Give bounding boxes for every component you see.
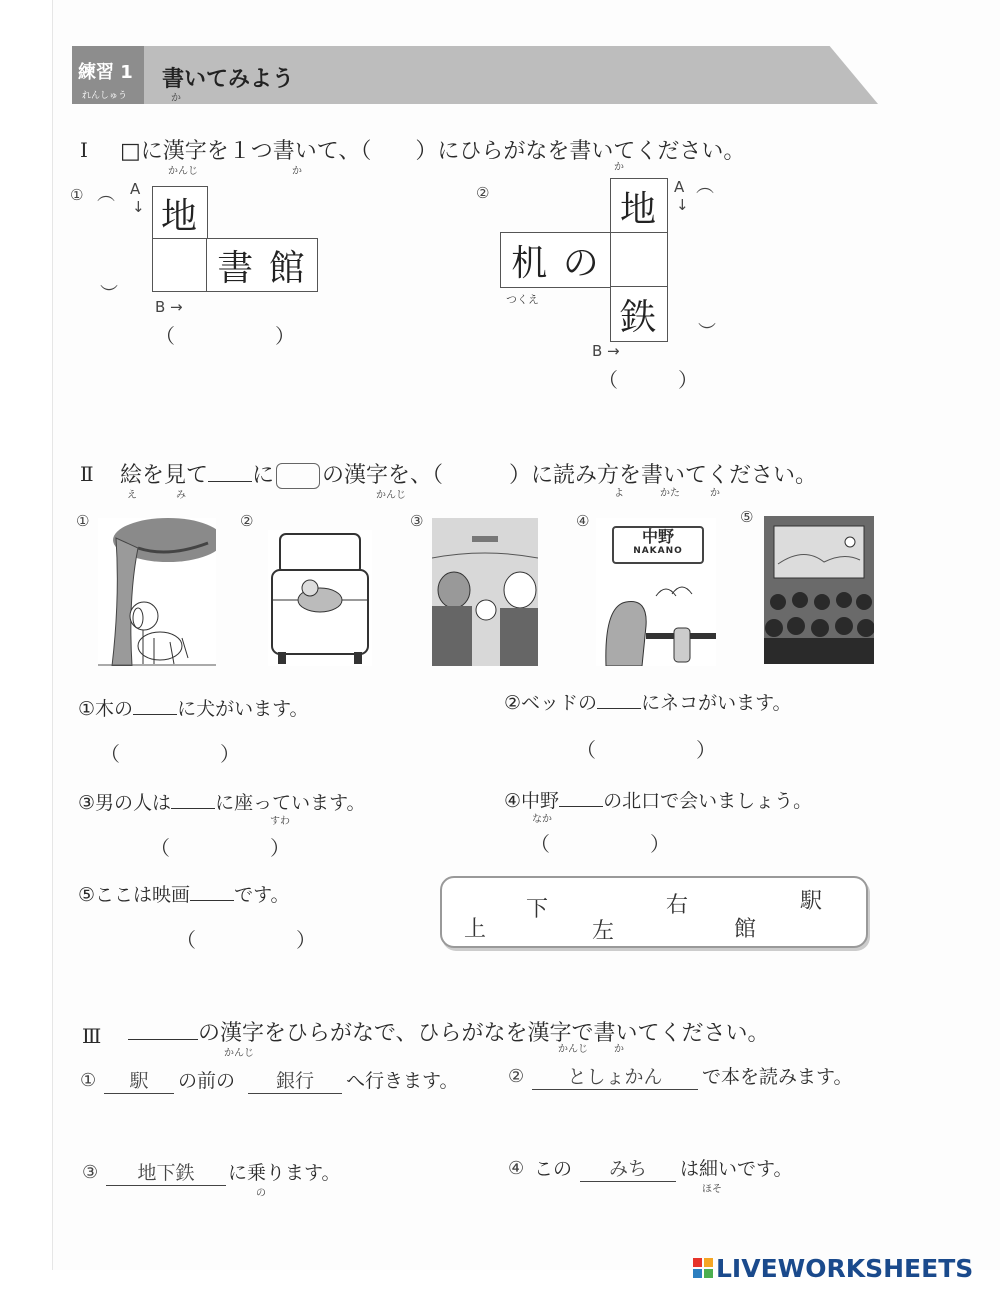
ruby-yo: よ	[614, 488, 624, 499]
puzzle-1-box-right: 書 館	[206, 238, 318, 292]
question-number: ③	[82, 1162, 99, 1183]
sentence-2-paren[interactable]: （ ）	[576, 738, 716, 762]
ruby-kata: かた	[660, 488, 680, 499]
answer-underline[interactable]: 地下鉄	[106, 1158, 226, 1186]
label-b: B →	[155, 298, 183, 316]
sentence-part: 木の	[95, 698, 134, 720]
sentence-blank[interactable]	[171, 790, 215, 809]
question-text: に乗ります。	[228, 1162, 341, 1184]
sentence-2	[504, 688, 792, 715]
ruby-kanji: かんじ	[558, 1044, 588, 1055]
sentence-1	[78, 694, 309, 721]
puzzle-2-answer-paren[interactable]: （ ）	[598, 368, 698, 392]
section-3-instruction	[128, 1016, 770, 1047]
puzzle-1-answer-paren[interactable]: （ ）	[155, 324, 295, 348]
section-3-number: Ⅲ	[82, 1024, 102, 1048]
word-bank-item: 下	[526, 897, 549, 922]
sentence-number: ①	[78, 698, 96, 720]
puzzle-2-box-top: 地	[610, 178, 668, 234]
question-text: で本を読みます。	[702, 1066, 853, 1088]
instruction-blank	[208, 463, 252, 482]
question-text: へ行きます。	[346, 1070, 459, 1092]
sentence-part: ベッドの	[521, 692, 598, 714]
picture-movie-theater	[764, 516, 874, 664]
section-1-number: Ⅰ	[80, 138, 88, 162]
picture-cat-on-bed	[268, 530, 372, 666]
station-sign-kanji: 中野	[641, 527, 674, 546]
sentence-4-paren[interactable]: （ ）	[530, 832, 670, 856]
ruby-mi: み	[176, 490, 186, 501]
sentence-blank[interactable]	[133, 696, 177, 715]
sentence-part: ここは映画	[95, 884, 191, 906]
instruction-part: 絵を見て	[120, 463, 209, 488]
station-sign	[612, 526, 704, 564]
sentence-blank[interactable]	[597, 690, 641, 709]
answer-underline[interactable]: 駅	[104, 1066, 174, 1094]
section-2-number: Ⅱ	[80, 462, 94, 486]
bracket-open-icon: ︵	[696, 176, 714, 197]
puzzle-1-box-top: 地	[152, 186, 208, 240]
sentence-3	[78, 788, 366, 815]
ruby-kanji: かんじ	[376, 490, 406, 501]
picture-number: ②	[240, 512, 254, 530]
ruby-kanji: かんじ	[224, 1048, 254, 1059]
picture-man-in-car	[432, 518, 538, 666]
lesson-number: 練習 1	[78, 62, 133, 83]
question-number: ④	[508, 1158, 525, 1179]
ruby-hoso: ほそ	[702, 1184, 722, 1195]
sentence-5-paren[interactable]: （ ）	[176, 928, 316, 952]
label-a: A	[130, 180, 141, 198]
sentence-5	[78, 880, 290, 907]
question-text: この	[534, 1158, 573, 1180]
sentence-part: に犬がいます。	[177, 698, 309, 720]
ruby-ka: か	[292, 166, 302, 177]
ruby-no: の	[256, 1188, 266, 1199]
word-bank	[440, 876, 868, 948]
section-1-instruction: □に漢字を１つ書いて、（ ）にひらがなを書いてください。	[120, 139, 746, 164]
bracket-open-icon: ︵	[97, 184, 115, 205]
sentence-number: ②	[504, 692, 522, 714]
sentence-part: 男の人は	[95, 792, 172, 814]
sentence-part: の北口で会いましょう。	[603, 790, 813, 812]
liveworksheets-logo: LIVEWORKSHEETS	[716, 1254, 974, 1283]
instruction-part: に	[252, 463, 275, 488]
instruction-part: の漢字を、（ ）に読み方を書いてください。	[322, 463, 818, 488]
question-text: の前の	[178, 1070, 236, 1092]
ruby-ka: か	[710, 488, 720, 499]
label-b: B →	[592, 342, 620, 360]
sentence-number: ⑤	[78, 884, 96, 906]
answer-underline[interactable]: 銀行	[248, 1066, 342, 1094]
puzzle-1-answer-box[interactable]	[152, 238, 208, 292]
puzzle-2-box-bottom: 鉄	[610, 286, 668, 342]
station-sign-roman: NAKANO	[633, 546, 683, 556]
word-bank-item: 上	[464, 917, 487, 942]
ruby-ka: か	[614, 1044, 624, 1055]
ruby-naka: なか	[532, 814, 552, 825]
ruby-kanji: かんじ	[168, 166, 198, 177]
sentence-blank[interactable]	[559, 788, 603, 807]
picture-number: ①	[76, 512, 90, 530]
puzzle-1-number: ①	[70, 186, 84, 204]
puzzle-2-answer-box[interactable]	[610, 232, 668, 288]
ruby-ka: か	[614, 162, 624, 173]
sentence-blank[interactable]	[190, 882, 234, 901]
word-bank-item: 駅	[800, 889, 823, 914]
question-number: ①	[80, 1070, 97, 1091]
picture-number: ④	[576, 512, 590, 530]
puzzle-2-box-left: 机 の	[500, 232, 612, 288]
ruby-suwa: すわ	[270, 816, 290, 827]
ruby-e: え	[127, 490, 137, 501]
word-bank-item: 館	[734, 917, 757, 942]
lesson-title: 書いてみよう	[162, 67, 295, 92]
arrow-down-icon: ↓	[676, 196, 689, 214]
liveworksheets-logo-icon	[693, 1258, 713, 1278]
instruction-blank	[128, 1021, 198, 1040]
sentence-1-paren[interactable]: （ ）	[100, 742, 240, 766]
question-text: は細いです。	[680, 1158, 793, 1180]
sentence-part: にネコがいます。	[641, 692, 792, 714]
sentence-3-paren[interactable]: （ ）	[150, 836, 290, 860]
bracket-close-icon: ︶	[100, 284, 118, 305]
puzzle-2-number: ②	[476, 184, 490, 202]
sentence-part: です。	[234, 884, 290, 906]
sentence-part: に座っています。	[215, 792, 366, 814]
answer-underline[interactable]: みち	[580, 1154, 676, 1182]
title-ruby: か	[171, 93, 181, 104]
answer-underline[interactable]: としょかん	[532, 1062, 698, 1090]
picture-number: ⑤	[740, 508, 754, 526]
instruction-part: の漢字をひらがなで、ひらがなを漢字で書いてください。	[198, 1021, 770, 1046]
word-bank-item: 右	[666, 893, 689, 918]
sentence-number: ③	[78, 792, 96, 814]
sentence-part: 中野	[521, 790, 560, 812]
sentence-4	[504, 786, 812, 813]
arrow-down-icon: ↓	[132, 198, 145, 216]
bracket-close-icon: ︶	[698, 322, 716, 343]
instruction-box-icon	[276, 463, 320, 489]
lesson-number-reading: れんしゅう	[82, 91, 128, 101]
sentence-number: ④	[504, 790, 522, 812]
picture-station-sign	[596, 518, 716, 666]
label-a: A	[674, 178, 685, 196]
picture-number: ③	[410, 512, 424, 530]
word-bank-item: 左	[592, 919, 615, 944]
question-number: ②	[508, 1066, 525, 1087]
picture-dog-under-tree	[98, 518, 216, 666]
tsukue-ruby: つくえ	[506, 293, 539, 306]
